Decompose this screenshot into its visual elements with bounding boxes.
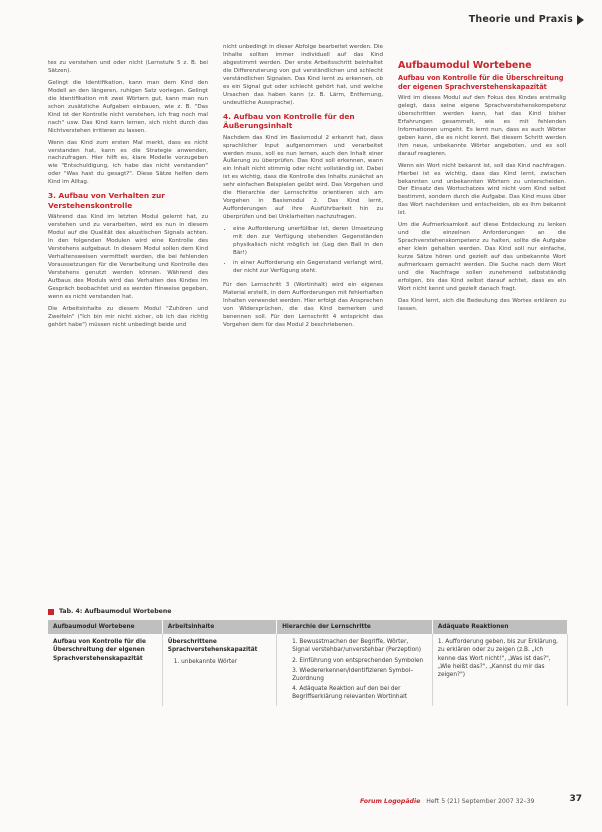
paragraph: Wenn das Kind zum ersten Mal merkt, dass es nicht verstanden hat, kann es die Strategie anwenden, nachzufragen. Hier hilft es, klare Modelle vorzugeben wie "Entschuldigung, ich habe das nicht verstanden" oder "Was hast du gesagt?". Diese Sätze helfen dem Kind im Alltag. [48,139,208,186]
paragraph: Gelingt die Identifikation, kann man dem Kind den Modell an den längeren, ruhigen Satz vorlegen. Gelingt die Identifikation mit zwei Wörtern gut, kann man nun schon zusätzliche Aufgaben einbauen, wie z. B. "Das Kind ist der Kontrolle nicht verstehen, ich frag noch mal nach" usw. Das Kind kann lernen, sich nicht durch das Nichtverstehen irritieren zu lassen. [48,79,208,134]
steps-list [282,638,427,701]
table-header: Hierarchie der Lernschritte [277,620,433,634]
section-header [469,14,584,25]
paragraph: Wenn ein Wort nicht bekannt ist, soll das Kind nachfragen. Hierbei ist es wichtig, dass das Kind lernt, zwischen bekannten und unbekannten Wörtern zu unterscheiden. Der Einsatz des Wortschatzes wird nicht vom Kind selbst bestimmt, sondern durch die Aufgabe. Das Kind muss über das Wort nachdenken und entscheiden, ob es ihm bekannt ist. [398,162,566,217]
list-item: 4. Adäquate Reaktion auf den bei der Begriffserklärung relevanten Wortinhalt [292,686,408,701]
cell-item: 1. unbekannte Wörter [173,658,238,665]
footer [360,798,535,805]
paragraph: nicht unbedingt in dieser Abfolge bearbeitet werden. Die Inhalte sollten immer individuell auf das Kind abgestimmt werden. Der erste Arbeitsschritt beinhaltet die Differenzierung von gut verständlichen und schlecht verständlichen Signalen. Das Kind lernt zu erkennen, ob es ein Signal gut oder schlecht gehört hat, und welche Ursachen das haben kann (z. B. Lärm, Entfernung, undeutliche Aussprache). [223,44,383,106]
page-number: 37 [569,794,582,804]
journal-name: Forum Logopädie [360,798,421,805]
list-item: 1. Bewusstmachen der Begriffe, Wörter, Signal verstehbar/unverstehbar (Perzeption) [292,639,422,654]
table-header: Aufbaumodul Wortebene [48,620,162,634]
subsection-heading: Aufbau von Kontrolle für die Überschreitung der eigenen Sprachverstehenskapazität [398,74,564,91]
section-title: Theorie und Praxis [468,14,573,25]
table-section [48,608,568,706]
column-left [48,60,208,334]
module-title: Aufbaumodul Wortebene [398,60,532,71]
paragraph: Die Arbeitsinhalte zu diesem Modul "Zuhören und Zweifeln" ("Ich bin mir nicht sicher, ob ich das richtig gehört habe") müssen nicht unbedingt beide und [48,305,208,328]
table-cell: Aufbau von Kontrolle für die Überschreitung der eigenen Sprachverstehenskapazität [48,634,162,705]
section-heading: 4. Aufbau von Kontrolle für den Äußerungsinhalt [223,111,355,131]
section-heading: 3. Aufbau von Verhalten zur Verstehenskontrolle [48,191,165,210]
cell-title: Überschrittene Sprachverstehenskapazität [167,639,258,654]
list-item: • eine Aufforderung unerfüllbar ist, deren Umsetzung mit den zur Verfügung stehenden Gegenständen physikalisch nicht möglich ist (Leg den Ball in den Bär!) [233,226,383,258]
paragraph: Um die Aufmerksamkeit auf diese Entdeckung zu lenken und die einzelnen Anforderungen an die Sprachverstehenskompetenz zu halten, sollte die Aufgabe eher klein gehalten werden. Das Kind soll nur einfache, kurze Sätze hören und gezielt auf das unbekannte Wort aufmerksam gemacht werden. Die Suche nach dem Wort und die Nachfrage sollen zunehmend selbstständig erfolgen, bis das Kind selbst darauf achtet, dass es ein Wort nicht kennt und gezielt danach fragt. [398,222,566,292]
table-header: Arbeitsinhalte [162,620,276,634]
paragraph: Für den Lernschritt 3 (Wortinhalt) wird ein eigenes Material erstellt, in dem Aufforderungen mit fehlerhaften Inhalten verwendet werden. Hier erfolgt das Ansprechen von Widersprüchen, die das Kind bemerken und benennen soll. Für den Lernschritt 4 entspricht das Vorgehen dem für das Modul 2 beschriebenen. [223,281,383,328]
table-cell: 1. Aufforderung geben, bis zur Erklärung, zu erklären oder zu zeigen (z.B. „Ich kenne das Wort nicht!", „Was ist das?", „Wie heißt das?", „Kannst du mir das zeigen?") [432,634,567,705]
issue-info: Heft 5 (21) September 2007 32–39 [426,798,535,805]
table-cell [162,634,276,705]
paragraph: Wird im dieses Modul auf den Fokus des Kindes erstmalig gelegt, dass seine eigene Sprachverstehenskompetenz überschritten werden kann, hat das Kind bisher Erfahrungen gesammelt, wie es mit fehlenden Informationen umgeht. Es lernt nun, dass es auch Wörter geben kann, die es nicht kennt. Bei diesem Schritt werden ihm neue, unbekannte Wörter angeboten, und es soll darauf reagieren. [398,95,566,157]
table-caption [48,608,568,615]
paragraph: tes zu verstehen und oder nicht (Lernstufe 5 z. B. bei Sätzen). [48,60,208,74]
table-row [48,634,568,705]
column-middle [223,44,383,334]
column-right [398,60,566,318]
list-item: 3. Wiedererkennen/Identifizieren Symbol–Zuordnung [292,667,414,683]
square-bullet-icon [48,609,54,615]
paragraph: Das Kind lernt, sich die Bedeutung des Wortes erklären zu lassen. [398,297,566,312]
table-header-row [48,620,568,634]
table-header: Adäquate Reaktionen [432,620,567,634]
paragraph: Während das Kind im letzten Modul gelernt hat, zu verstehen und zu verarbeiten, wird es nun in diesem Modul auf die Qualität des akustischen Signals achten. In den folgenden Modulen wird eine Kontrolle des Verstehens aufgebaut. In diesem Modul sollen dem Kind Verhaltensweisen vermittelt werden, die bei fehlenden Voraussetzungen für die Verarbeitung und Kontrolle des Verstehens genutzt werden können. Während des Aufbaus des Moduls wird das Verhalten des Kindes im Gespräch beobachtet und es werden Hinweise gegeben, wenn es nicht verstanden hat. [48,214,208,300]
data-table [48,620,568,706]
paragraph: Nachdem das Kind im Basismodul 2 erkannt hat, dass sprachlicher Input aufgenommen und verarbeitet werden muss, soll es nun lernen, auch den Inhalt einer Äußerung zu überprüfen. Das Kind soll erkennen, wann ein Inhalt nicht stimmig oder nicht vollständig ist. Dabei ist es wichtig, dass die Kontrolle des Inhalts zunächst an sehr einfachen Beispielen geübt wird. Das Vorgehen und die Hierarchie der Lernschritte orientieren sich am Vorgehen in Basismodul 2. Das Kind lernt, Aufforderungen auf ihre Ausführbarkeit hin zu überprüfen und bei Unklarheiten nachzufragen. [223,134,383,221]
list-item: 2. Einführung von entsprechenden Symbolen [292,657,424,664]
bullet-list [223,226,383,276]
triangle-arrow-icon [577,15,584,25]
list-item: • in einer Aufforderung ein Gegenstand verlangt wird, der nicht zur Verfügung steht. [233,260,383,276]
table-cell [277,634,433,705]
table-caption-text: Tab. 4: Aufbaumodul Wortebene [59,608,172,615]
